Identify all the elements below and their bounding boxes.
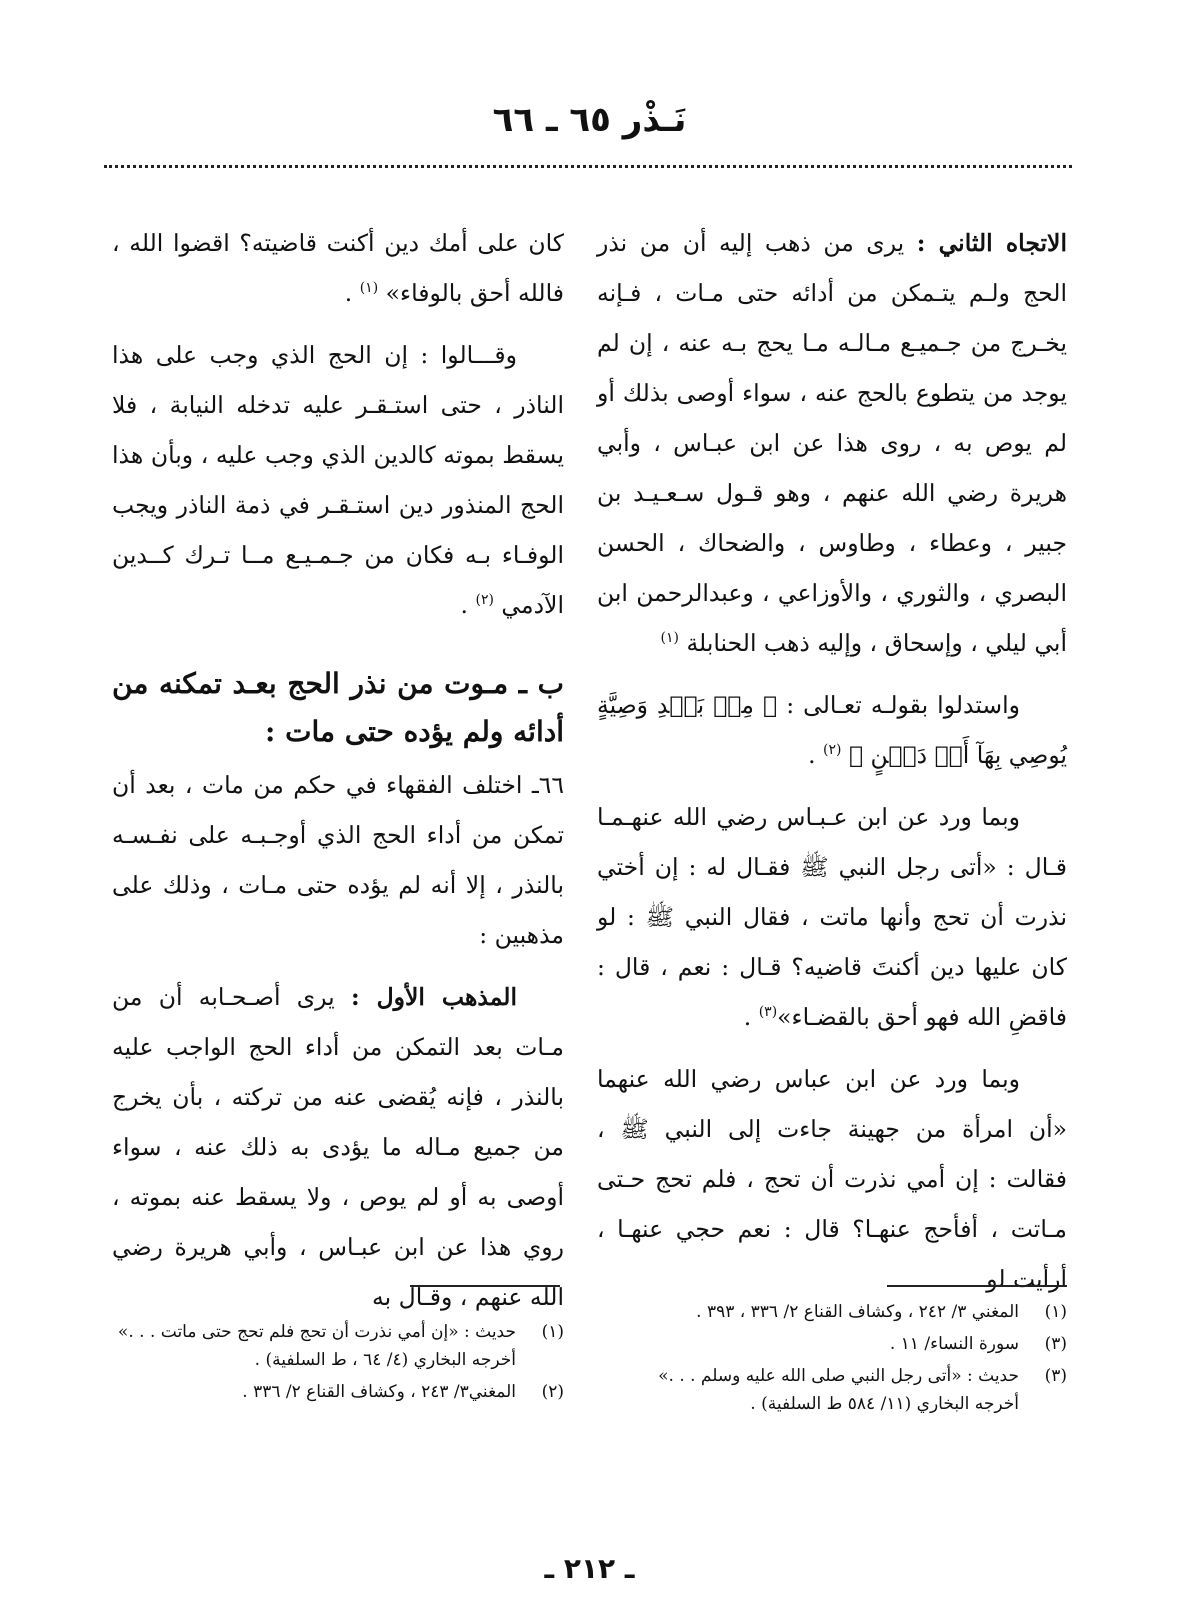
footnote-number: (٢)	[541, 1382, 564, 1402]
footnote-text: سورة النساء/ ١١ .	[889, 1334, 1019, 1354]
paragraph	[597, 1054, 1067, 1304]
paragraph-lead: المذهب الأول :	[350, 983, 517, 1011]
paragraph-end: .	[344, 279, 360, 307]
footnote	[112, 1318, 564, 1374]
paragraph-text: وقـــالوا : إن الحج الذي وجب على هذا الناذر ، حتى استـقـر عليه تدخله النيابة ، فلا يسقط بموته كالدين الذي وجب عليه ، وبأن هذا الحج المنذور دين استـقـر في ذمة الناذر ويجب الوفـاء بـه فكان من جـمـيـع مــا تـرك كــدين الآدمي	[112, 341, 564, 619]
paragraph-text: يرى أصـحـابه أن من مـات بعد التمكن من أداء الحج الواجب عليه بالنذر ، فإنه يُقضى عنه من تركته ، بأن يخرج من جميع مـاله ما يؤدى به ذلك عنه ، سواء أوصى به أو لم يوص ، ولا يسقط عنه بموته ، روي هذا عن ابن عبـاس ، وأبي هريرة رضي الله عنهم ، وقـال به	[112, 983, 564, 1311]
paragraph-text: ٦٦ـ اختلف الفقهاء في حكم من مات ، بعد أن تمكن من أداء الحج الذي أوجـبـه على نفـسـه بالنذر ، إلا أنه لم يؤده حتى مـات ، وذلك على مذهبين :	[112, 771, 564, 949]
quran-citation: واستدلوا بقولـه تعـالى : ﴿ مِنۢ بَعۡدِ وَصِيَّةٍ يُوصِي بِهَآ أَوۡ دَيۡنٍ ﴾	[597, 691, 1067, 769]
section-heading: ب ـ مـوت من نذر الحج بعـد تمكنه من أدائه ولم يؤده حتى مات :	[112, 667, 564, 748]
footnote-continuation: أخرجه البخاري (١١/ ٥٨٤ ط السلفية) .	[750, 1394, 1019, 1414]
footnote-ref: (١)	[660, 630, 679, 647]
footnote-continuation: أخرجه البخاري (٤/ ٦٤ ، ط السلفية) .	[254, 1350, 516, 1370]
footnote-ref: (٣)	[758, 1004, 778, 1021]
footnote-number: (١)	[541, 1322, 564, 1342]
footnote-divider	[887, 1285, 1067, 1287]
footnotes-left	[112, 1318, 564, 1410]
footnote-ref: (٢)	[823, 742, 842, 759]
paragraph	[112, 218, 564, 318]
paragraph-text: كان على أمك دين أكنت قاضيته؟ اقضوا الله ، فالله أحق بالوفاء»	[112, 229, 564, 307]
footnote-number: (٣)	[1044, 1366, 1067, 1386]
paragraph	[597, 792, 1067, 1042]
footnote-number: (١)	[1044, 1302, 1067, 1322]
footnote	[597, 1330, 1067, 1358]
paragraph-text: وبما ورد عن ابن عـبـاس رضي الله عنهـمـا قـال : «أتى رجل النبي ﷺ فقـال له : إن أختي نذرت أن تحج وأنها ماتت ، فقال النبي ﷺ : لو كان عليها دين أكنتَ قاضيه؟ قـال : نعم ، قال : فاقضِ الله فهو أحق بالقضـاء»	[597, 803, 1067, 1031]
footnotes-right	[597, 1298, 1067, 1422]
paragraph	[112, 330, 564, 630]
footnote-text: حديث : «إن أمي نذرت أن تحج فلم تحج حتى ماتت . . .»	[117, 1322, 516, 1342]
paragraph	[597, 218, 1067, 668]
paragraph-end: .	[743, 1003, 759, 1031]
footnote-ref: (١)	[359, 280, 379, 297]
paragraph-text: يرى من ذهب إليه أن من نذر الحج ولـم يتـمكن من أدائه حتى مـات ، فـإنه يخـرج من جـميـع مـالـه مـا يحج بـه عنه ، إن لم يوجد من يتطوع بالحج عنه ، سواء أوصى بذلك أو لم يوص به ، روى هذا عن ابن عبـاس ، وأبي هريرة رضي الله عنهم ، وهو قـول سـعـيـد بن جبير ، وعطاء ، وطاوس ، والضحاك ، الحسن البصري ، والثوري ، والأوزاعي ، وعبدالرحمن ابن أبي ليلي ، وإسحاق ، وإليه ذهب الحنابلة	[597, 229, 1067, 657]
footnote	[112, 1378, 564, 1406]
footnote-divider	[410, 1285, 560, 1287]
footnote-text: المغني ٣/ ٢٤٢ ، وكشاف القناع ٢/ ٣٣٦ ، ٣٩٣ .	[696, 1302, 1019, 1322]
left-column	[112, 218, 564, 1334]
footnote	[597, 1362, 1067, 1418]
page-number: ـ ٢١٢ ـ	[544, 1552, 635, 1585]
footnote-number: (٣)	[1044, 1334, 1067, 1354]
footnote-ref: (٢)	[475, 592, 494, 609]
paragraph	[597, 680, 1067, 780]
footnote-text: حديث : «أتى رجل النبي صلى الله عليه وسلم . . .»	[658, 1366, 1019, 1386]
paragraph-text: وبما ورد عن ابن عباس رضي الله عنهما «أن امرأة من جهينة جاءت إلى النبي ﷺ ، فقالت : إن أمي نذرت أن تحج ، فلم تحج حـتى مـاتت ، أفأحج عنهـا؟ قال : نعم حجي عنهـا ، أرأيت لو	[597, 1065, 1067, 1293]
header-divider	[104, 165, 1072, 168]
footnote	[597, 1298, 1067, 1326]
footnote-text: المغني٣/ ٢٤٣ ، وكشاف القناع ٢/ ٣٣٦ .	[242, 1382, 516, 1402]
paragraph-end: .	[808, 741, 824, 769]
paragraph-lead: الاتجاه الثاني :	[916, 229, 1067, 257]
paragraph	[112, 760, 564, 960]
page-title: نَـذْر ٦٥ ـ ٦٦	[492, 100, 687, 140]
paragraph	[112, 972, 564, 1322]
right-column	[597, 218, 1067, 1316]
paragraph-end: .	[460, 591, 476, 619]
